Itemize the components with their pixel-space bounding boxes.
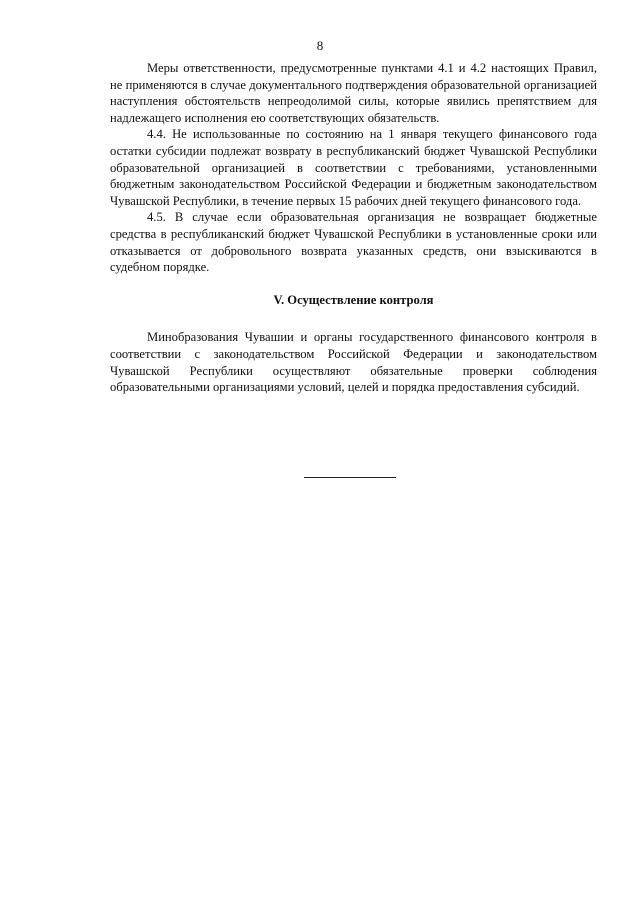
paragraph-responsibility: Меры ответственности, предусмотренные пунктами 4.1 и 4.2 настоящих Правил, не применяются в случае документального подтверждения образовательной организацией наступления обстоятельств непреодолимой силы, которые явились препятствием для надлежащего исполнения ею соответствующих обязательств. (110, 61, 597, 125)
paragraph-4-5: 4.5. В случае если образовательная организация не возвращает бюджетные средства в республиканский бюджет Чувашской Республики в установленные сроки или отказывается от добровольного возврата указанных средств, они взыскиваются в судебном порядке. (110, 210, 597, 275)
section-heading: V. Осуществление контроля (273, 292, 434, 307)
document-body (110, 60, 597, 396)
page-number: 8 (316, 38, 324, 53)
end-divider (304, 477, 396, 478)
paragraph-4-4: 4.4. Не использованные по состоянию на 1 января текущего финансового года остатки субсидии подлежат возврату в республиканский бюджет Чувашской Республики образовательной организацией в соответствии с требованиями, установленными бюджетным законодательством Российской Федерации и бюджетным законодательством Чувашской Республики, в течение первых 15 рабочих дней текущего финансового года. (110, 127, 597, 208)
paragraph-control: Минобразования Чувашии и органы государственного финансового контроля в соответствии с законодательством Российской Федерации и законодательством Чувашской Республики осуществляют обязательные проверки соблюдения образовательными организациями условий, целей и порядка предоставления субсидий. (110, 330, 597, 395)
